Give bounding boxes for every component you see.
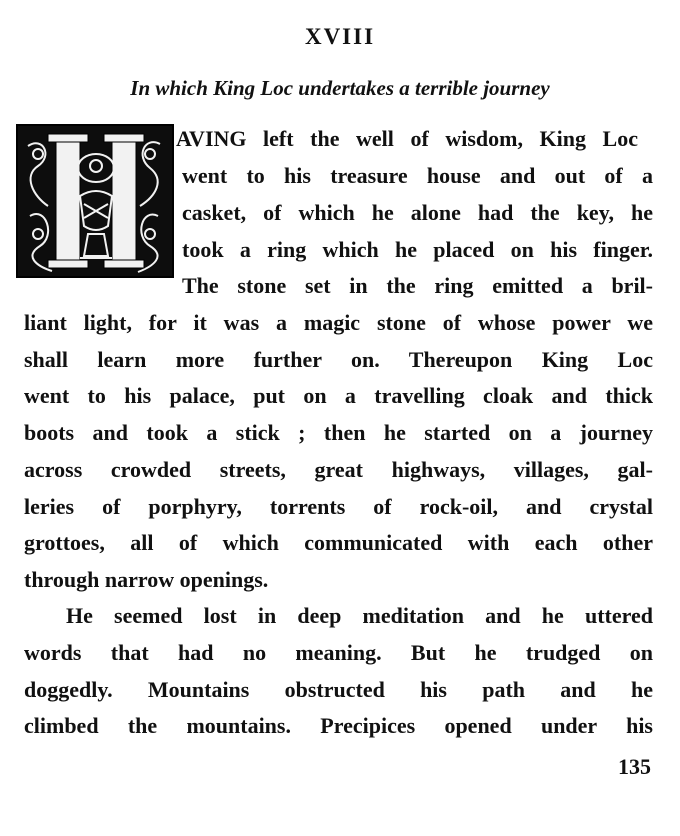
paragraph-2-line-1: He seemed lost in deep meditation and he uttered: [66, 603, 653, 628]
paragraph-1-line-3: casket, of which he alone had the key, he: [182, 200, 653, 225]
paragraph-1-line-11: leries of porphyry, torrents of rock-oil, and crystal: [24, 494, 653, 519]
paragraph-2-line-3: doggedly. Mountains obstructed his path and he: [24, 677, 653, 702]
paragraph-1-line-12: grottoes, all of which communicated with each other: [24, 530, 653, 555]
paragraph-1-line-2: went to his treasure house and out of a: [182, 163, 653, 188]
paragraph-1-line-9: boots and took a stick ; then he started on a journey: [24, 420, 653, 445]
paragraph-1-line-4: took a ring which he placed on his finger.: [182, 237, 653, 262]
paragraph-2-line-2: words that had no meaning. But he trudged on: [24, 640, 653, 665]
paragraph-1-line-13: through narrow openings.: [24, 567, 269, 592]
paragraph-1-line-7: shall learn more further on. Thereupon King Loc: [24, 347, 653, 372]
paragraph-1-line-8: went to his palace, put on a travelling cloak and thick: [24, 383, 653, 408]
page-number: 135: [618, 754, 651, 779]
paragraph-1-line-1: AVING left the well of wisdom, King Loc: [176, 126, 638, 151]
paragraph-2-line-4: climbed the mountains. Precipices opened under his: [24, 713, 653, 738]
paragraph-1-line-10: across crowded streets, great highways, villages, gal-: [24, 457, 653, 482]
chapter-title: In which King Loc undertakes a terrible journey: [130, 76, 550, 100]
ornamental-initial-h-icon: [16, 124, 174, 278]
drop-cap-illustration: [18, 126, 172, 276]
paragraph-1-line-5: The stone set in the ring emitted a bril-: [182, 273, 653, 298]
chapter-number: XVIII: [304, 24, 376, 49]
paragraph-1-line-6: liant light, for it was a magic stone of whose power we: [24, 310, 653, 335]
